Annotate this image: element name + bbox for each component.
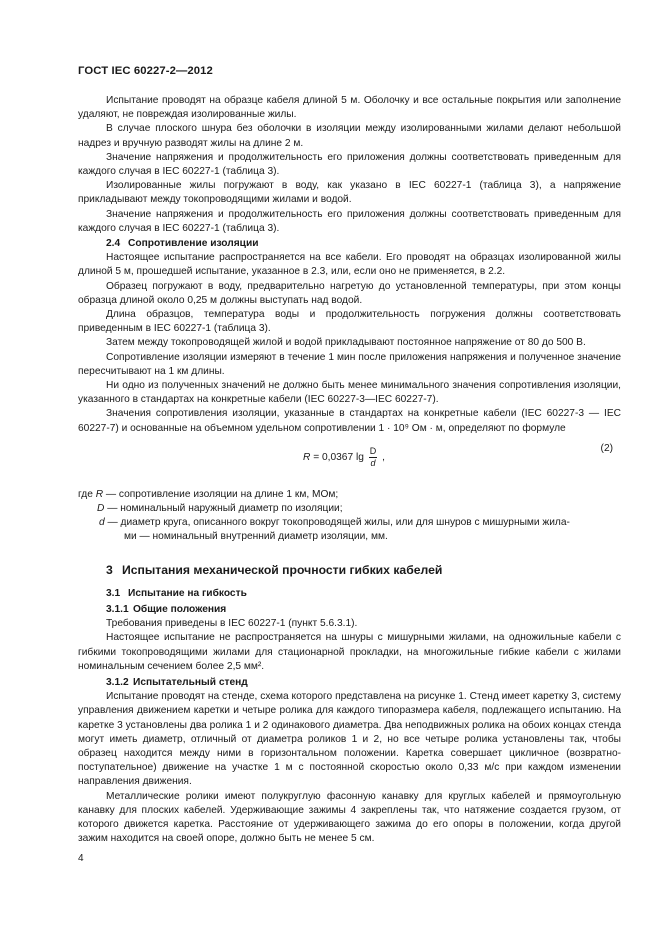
document-header: ГОСТ IEC 60227-2—2012 [78,65,213,77]
section-title: Сопротивление изоляции [128,238,259,250]
formula-lhs: R [303,452,311,464]
paragraph: Настоящее испытание не распространяется на шнуры с мишурными жилами, на одножильные кабели с гибкими токопроводящими жилами для стационарной прокладки, на многожильные гибкие кабели с жилами номинальным сечением более 2,5 мм². [78,632,621,672]
definition-d [78,516,621,544]
paragraph: Образец погружают в воду, предварительно нагретую до установленной температуры, при этом концы образца длиной около 0,25 м должны выступать над водой. [78,280,621,306]
paragraph: Изолированные жилы погружают в воду, как указано в IEC 60227-1 (таблица 3), а напряжение прикладывают между токопроводящими жилами и водой. [78,180,621,206]
definition-continuation: ми — номинальный внутренний диаметр изоляции, мм. [124,531,388,543]
section-heading-3 [106,563,621,578]
paragraph: Значение напряжения и продолжительность его приложения должны соответствовать приведенным для каждого случая в IEC 60227-1 (таблица 3). [78,208,621,234]
paragraph: Значения сопротивления изоляции, указанные в стандартах на конкретные кабели (IEC 60227-3 — IEC 60227-7) и основанные на объемном удельном сопротивлении 1 · 10⁹ Ом · м, определяют по формуле [78,408,621,434]
paragraph: Испытание проводят на стенде, схема которого представлена на рисунке 1. Стенд имеет каретку 3, систему управления движением каретки и четыре ролика для каждого типоразмера кабеля, подлежащего испытанию. На каретке 3 установлены два ролика 1 и 2 одинакового диаметра. Два неподвижных ролика на обоих концах стенда могут иметь диаметр, отличный от диаметра роликов 1 и 2, но все четыре ролика установлены так, чтобы образец находится между ними в горизонтальном положении. Каретка совершает цикличное (возвратно-поступательное) движение на участке 1 м с постоянной скоростью около 0,33 м/с при каждом изменении направления движения. [78,691,621,788]
page-content [78,94,621,846]
formula-definitions [78,488,621,545]
equation-number: (2) [600,442,613,454]
definition-text: — номинальный наружный диаметр по изоляции; [104,503,343,515]
section-number: 2.4 [106,238,121,250]
formula-tail: , [379,452,385,464]
symbol: D [97,503,105,515]
section-number: 3.1.2 [106,676,129,688]
paragraph: Сопротивление изоляции измеряют в течение 1 мин после приложения напряжения и полученное значение пересчитывают на 1 км длины. [78,351,621,377]
section-heading-3-1-2 [106,676,621,690]
section-heading-3-1 [106,587,621,601]
paragraph: Длина образцов, температура воды и продолжительность погружения должны соответствовать приведенным в IEC 60227-1 (таблица 3). [78,309,621,335]
symbol: d [99,517,105,529]
definition-text: — диаметр круга, описанного вокруг токопроводящей жилы, или для шнуров с мишурными жила- [104,517,570,529]
section-heading-2-4 [106,237,621,251]
paragraph: Испытание проводят на образце кабеля длиной 5 м. Оболочку и все остальные покрытия или заполнение удаляют, не повреждая изолированные жилы. [78,95,621,121]
section-title: Испытания механической прочности гибких кабелей [122,562,443,577]
page-number: 4 [78,853,84,864]
formula-fraction [369,446,378,469]
section-number: 3.1.1 [106,603,129,615]
formula [303,446,385,469]
section-title: Испытание на гибкость [128,587,247,599]
section-heading-3-1-1 [106,603,621,617]
paragraph: Затем между токопроводящей жилой и водой прикладывают постоянное напряжение от 80 до 500 В. [106,337,586,349]
definition-D [78,502,621,516]
section-number: 3 [106,562,113,577]
symbol: R [95,488,104,500]
paragraph: Ни одно из полученных значений не должно быть менее минимального значения сопротивления изоляции, указанного в стандартах на конкретные кабели (IEC 60227-3—IEC 60227-7). [78,380,621,406]
section-number: 3.1 [106,587,121,599]
where-label: где [78,488,96,500]
section-title: Испытательный стенд [133,676,248,688]
paragraph: Настоящее испытание распространяется на все кабели. Его проводят на образцах изолированной жилы длиной 5 м, прошедшей испытание, указанное в 2.3, или, если оно не применяется, в 2.2. [78,252,621,278]
paragraph: Требования приведены в IEC 60227-1 (пункт 5.6.3.1). [106,618,358,630]
paragraph: В случае плоского шнура без оболочки в изоляции между изолированными жилами делают небольшой надрез и вручную разводят жилы на длине 2 м. [78,123,621,149]
paragraph: Металлические ролики имеют полукруглую фасонную канавку для круглых кабелей и прямоугольную канавку для плоских кабелей. Удерживающие зажимы 4 закреплены так, что натяжение создается грузом, от которого движется каретка. Расстояние от удерживающего зажима до его опоры в положении, когда другой зажим находится на своей опоре, должно быть не менее 5 см. [78,790,621,845]
fraction-numerator: D [369,445,377,456]
section-title: Общие положения [133,603,227,615]
paragraph: Значение напряжения и продолжительность его приложения должны соответствовать приведенным для каждого случая в IEC 60227-1 (таблица 3). [78,151,621,178]
formula-block [78,442,621,480]
formula-expression: = 0,0367 lg [310,452,367,464]
definition-R [78,488,621,502]
fraction-denominator: d [370,457,376,468]
definition-text: — сопротивление изоляции на длине 1 км, МОм; [103,488,339,500]
